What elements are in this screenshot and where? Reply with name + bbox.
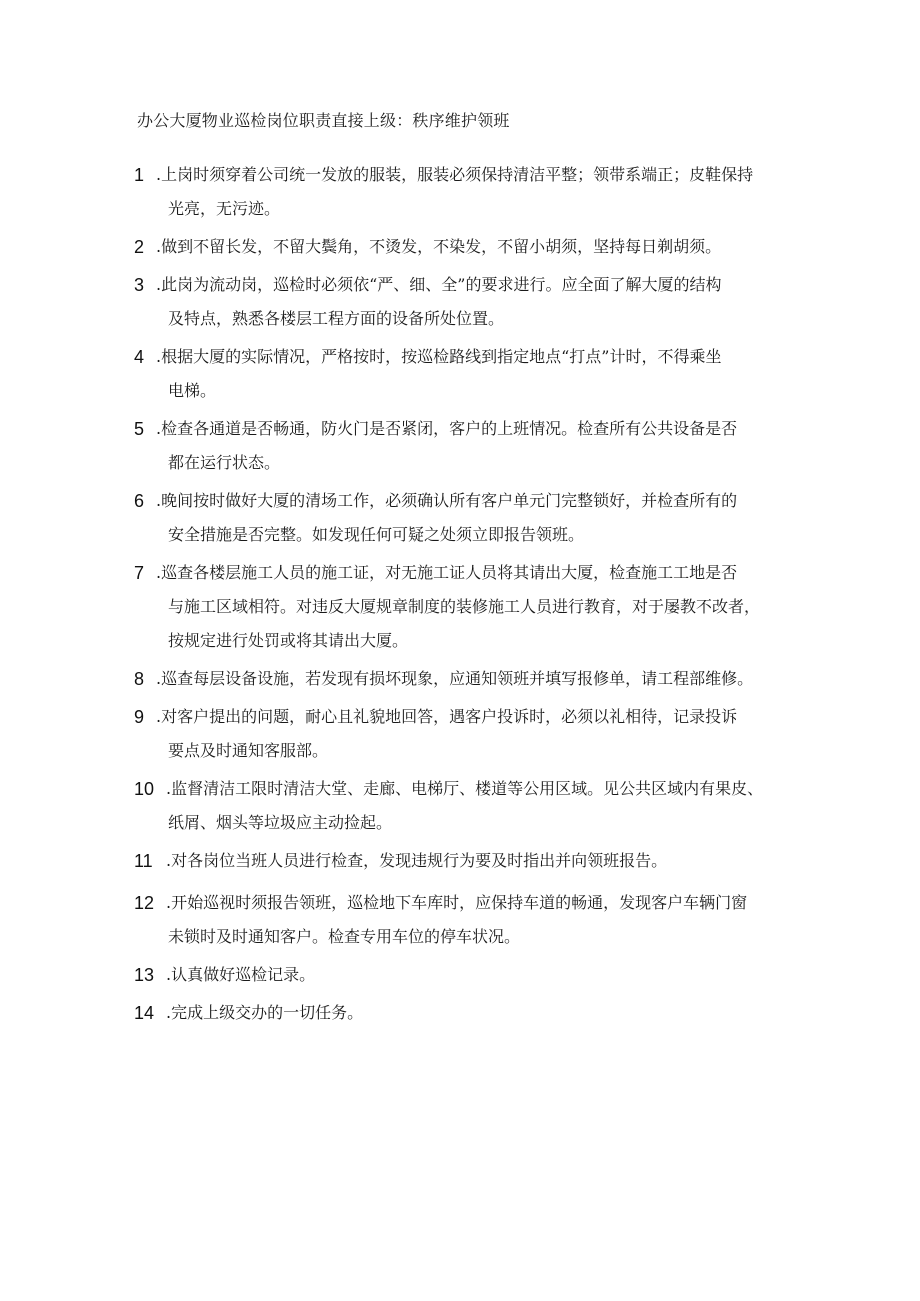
- list-item: [134, 772, 794, 840]
- item-number: 7: [134, 563, 145, 583]
- item-text-line: .完成上级交办的一切任务。: [166, 1003, 364, 1022]
- item-number: 11: [134, 851, 153, 871]
- item-text-line: 未锁时及时通知客户。检查专用车位的停车状况。: [168, 927, 521, 946]
- item-text-line: 纸屑、烟头等垃圾应主动捡起。: [168, 813, 393, 832]
- item-text-line: 及特点，熟悉各楼层工程方面的设备所处位置。: [168, 309, 505, 328]
- item-number: 1: [134, 165, 145, 185]
- item-number: 13: [134, 965, 155, 985]
- list-item: [134, 158, 794, 226]
- item-text-line: .监督清洁工限时清洁大堂、走廊、电梯厅、楼道等公用区域。见公共区域内有果皮、: [166, 779, 764, 798]
- item-text-line: 电梯。: [168, 381, 217, 400]
- list-item: [134, 700, 794, 768]
- item-text-line: .巡查各楼层施工人员的施工证，对无施工证人员将其请出大厦，检查施工工地是否: [156, 563, 738, 582]
- item-text-line: .对客户提出的问题，耐心且礼貌地回答，遇客户投诉时，必须以礼相待，记录投诉: [156, 707, 738, 726]
- list-item: [134, 662, 794, 696]
- item-text-line: 与施工区域相符。对违反大厦规章制度的装修施工人员进行教育，对于屡教不改者，: [168, 597, 761, 616]
- list-item: [134, 958, 794, 992]
- item-text-line: .做到不留长发，不留大鬓角，不烫发，不染发，不留小胡须，坚持每日剃胡须。: [156, 237, 722, 256]
- item-text-line: .对各岗位当班人员进行检查，发现违规行为要及时指出并向领班报告。: [166, 851, 668, 870]
- item-text-line: .开始巡视时须报告领班，巡检地下车库时，应保持车道的畅通，发现客户车辆门窗: [166, 893, 748, 912]
- list-item: [134, 340, 794, 408]
- list-item: [134, 412, 794, 480]
- item-text-line: .上岗时须穿着公司统一发放的服装，服装必须保持清洁平整；领带系端正；皮鞋保持: [156, 165, 754, 184]
- item-text-line: 光亮，无污迹。: [168, 199, 281, 218]
- list-item: [134, 844, 794, 878]
- list-item: [134, 268, 794, 336]
- duty-list: [134, 158, 794, 1034]
- document-title: 办公大厦物业巡检岗位职责直接上级：秩序维护领班: [137, 111, 510, 130]
- item-text-line: .认真做好巡检记录。: [166, 965, 316, 984]
- item-text-line: 都在运行状态。: [168, 453, 281, 472]
- list-item: [134, 556, 794, 658]
- item-text-line: .检查各通道是否畅通，防火门是否紧闭，客户的上班情况。检查所有公共设备是否: [156, 419, 738, 438]
- item-text-line: .根据大厦的实际情况，严格按时，按巡检路线到指定地点“打点”计时，不得乘坐: [156, 347, 722, 366]
- item-number: 6: [134, 491, 145, 511]
- item-number: 2: [134, 237, 145, 257]
- item-number: 5: [134, 419, 145, 439]
- item-number: 4: [134, 347, 145, 367]
- item-text-line: 安全措施是否完整。如发现任何可疑之处须立即报告领班。: [168, 525, 585, 544]
- item-number: 10: [134, 779, 155, 799]
- item-number: 9: [134, 707, 145, 727]
- list-item: [134, 996, 794, 1030]
- item-number: 12: [134, 893, 155, 913]
- item-number: 3: [134, 275, 145, 295]
- item-number: 14: [134, 1003, 155, 1023]
- item-text-line: .此岗为流动岗，巡检时必须依“严、细、全”的要求进行。应全面了解大厦的结构: [156, 275, 722, 294]
- item-text-line: 按规定进行处罚或将其请出大厦。: [168, 631, 409, 650]
- list-item: [134, 484, 794, 552]
- list-item: [134, 230, 794, 264]
- item-text-line: 要点及时通知客服部。: [168, 741, 329, 760]
- list-item: [134, 886, 794, 954]
- item-text-line: .巡查每层设备设施，若发现有损坏现象，应通知领班并填写报修单，请工程部维修。: [156, 669, 754, 688]
- item-number: 8: [134, 669, 145, 689]
- item-text-line: .晚间按时做好大厦的清场工作，必须确认所有客户单元门完整锁好，并检查所有的: [156, 491, 738, 510]
